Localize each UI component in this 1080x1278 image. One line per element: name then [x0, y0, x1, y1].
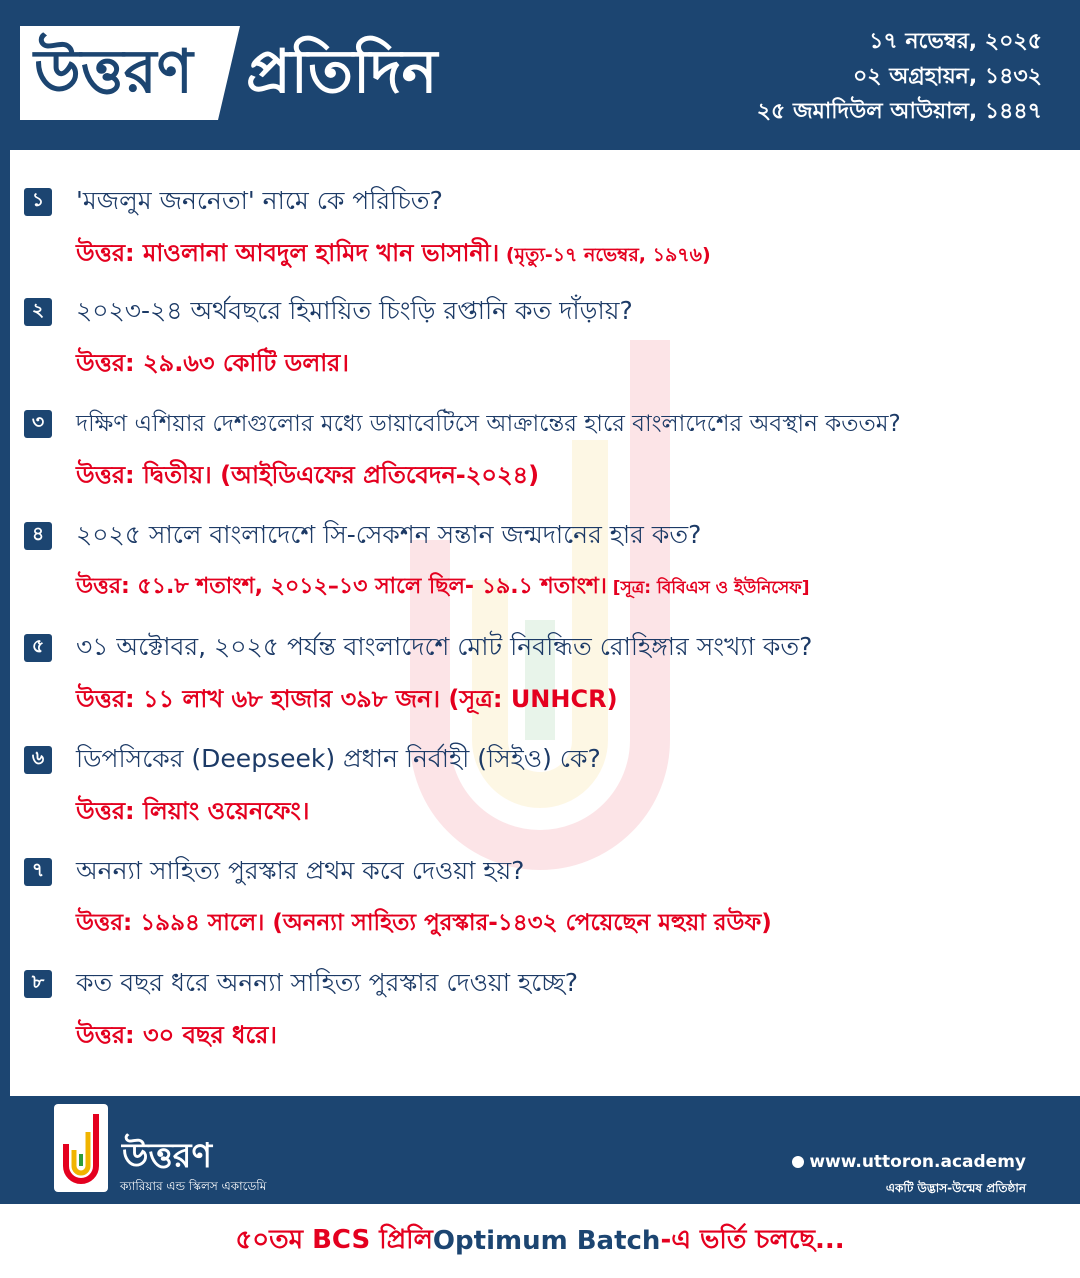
footer-tagline: ক্যারিয়ার এন্ড স্কিলস একাডেমি	[120, 1179, 267, 1193]
gregorian-date: ১৭ নভেম্বর, ২০২৫	[869, 29, 1042, 54]
question-number: ৭	[24, 858, 52, 886]
qa-item-2	[24, 286, 1074, 388]
banner-admission: -এ ভর্তি চলছে...	[660, 1225, 845, 1255]
question-text: 'মজলুম জননেতা' নামে কে পরিচিত?	[76, 185, 443, 215]
qa-item-8	[24, 958, 1074, 1060]
question-text: অনন্যা সাহিত্য পুরস্কার প্রথম কবে দেওয়া হয়?	[76, 855, 525, 885]
answer-note: [সূত্র: বিবিএস ও ইউনিসেফ]	[606, 578, 810, 598]
answer-main: উত্তর: ১১ লাখ ৬৮ হাজার ৩৯৮ জন। (সূত্র: UNHCR)	[76, 685, 618, 713]
answer-text	[76, 898, 1074, 948]
answer-text	[76, 338, 1074, 388]
question-number: ৩	[24, 410, 52, 438]
brand-subtitle: প্রতিদিন	[246, 37, 438, 107]
footer-logo-icon	[54, 1104, 108, 1192]
qa-item-5	[24, 622, 1074, 724]
answer-main: উত্তর: ৫১.৮ শতাংশ, ২০১২–১৩ সালে ছিল- ১৯.১ শতাংশ।	[76, 574, 607, 599]
qa-item-7	[24, 846, 1074, 948]
answer-main: উত্তর: ১৯৯৪ সালে। (অনন্যা সাহিত্য পুরস্কার-১৪৩২ পেয়েছেন মহুয়া রউফ)	[76, 910, 772, 936]
answer-note: (মৃত্যু-১৭ নভেম্বর, ১৯৭৬)	[499, 244, 711, 266]
footer	[0, 1096, 1080, 1204]
qa-item-4	[24, 510, 1074, 612]
question-number: ৪	[24, 522, 52, 550]
answer-text	[76, 450, 1074, 500]
question-text: ২০২৩-২৪ অর্থবছরে হিমায়িত চিংড়ি রপ্তানি কত দাঁড়ায়?	[76, 295, 633, 325]
question-number: ৬	[24, 746, 52, 774]
bangla-date: ০২ অগ্রহায়ন, ১৪৩২	[852, 64, 1042, 89]
admission-banner[interactable]	[0, 1204, 1080, 1278]
hijri-date: ২৫ জমাদিউল আউয়াল, ১৪৪৭	[756, 99, 1042, 124]
question-number: ২	[24, 298, 52, 326]
question-number: ৮	[24, 970, 52, 998]
qa-item-1	[24, 176, 1074, 278]
logo-mark-icon	[54, 1104, 108, 1192]
answer-text	[76, 786, 1074, 836]
question-text: কত বছর ধরে অনন্যা সাহিত্য পুরস্কার দেওয়া হচ্ছে?	[76, 967, 579, 997]
banner-exam: ৫০তম BCS প্রিলি	[235, 1225, 433, 1255]
website-link[interactable]	[792, 1152, 1026, 1172]
question-number: ১	[24, 188, 52, 216]
question-text: ডিপসিকের (Deepseek) প্রধান নির্বাহী (সিইও) কে?	[76, 743, 601, 773]
answer-text	[76, 674, 1074, 724]
answer-main: উত্তর: দ্বিতীয়। (আইডিএফের প্রতিবেদন-২০২৪)	[76, 461, 540, 489]
site-tagline: একটি উদ্ভাস-উন্মেষ প্রতিষ্ঠান	[885, 1181, 1026, 1195]
answer-text	[76, 562, 1074, 612]
qa-item-6	[24, 734, 1074, 836]
answer-text	[76, 1010, 1074, 1060]
globe-icon	[792, 1156, 804, 1168]
qa-panel	[10, 150, 1080, 1096]
footer-brand-name: উত্তরণ	[122, 1136, 213, 1176]
answer-text	[76, 228, 1074, 278]
question-text: ৩১ অক্টোবর, ২০২৫ পর্যন্ত বাংলাদেশে মোট নিবন্ধিত রোহিঙ্গার সংখ্যা কত?	[76, 631, 813, 661]
website-text: www.uttoron.academy	[809, 1152, 1026, 1172]
answer-main: উত্তর: মাওলানা আবদুল হামিদ খান ভাসানী।	[76, 239, 500, 267]
question-number: ৫	[24, 634, 52, 662]
header	[0, 0, 1080, 150]
answer-main: উত্তর: লিয়াং ওয়েনফেং।	[76, 797, 310, 825]
date-block	[757, 24, 1042, 129]
brand-title: উত্তরণ	[34, 37, 193, 107]
answer-main: উত্তর: ৩০ বছর ধরে।	[76, 1021, 277, 1049]
question-text: ২০২৫ সালে বাংলাদেশে সি-সেকশন সন্তান জন্মদানের হার কত?	[76, 519, 702, 549]
qa-item-3	[24, 398, 1074, 500]
question-text: দক্ষিণ এশিয়ার দেশগুলোর মধ্যে ডায়াবেটিসে আক্রান্তের হারে বাংলাদেশের অবস্থান কততম?	[76, 410, 901, 437]
answer-main: উত্তর: ২৯.৬৩ কোটি ডলার।	[76, 349, 349, 377]
banner-batch: Optimum Batch	[432, 1226, 661, 1256]
